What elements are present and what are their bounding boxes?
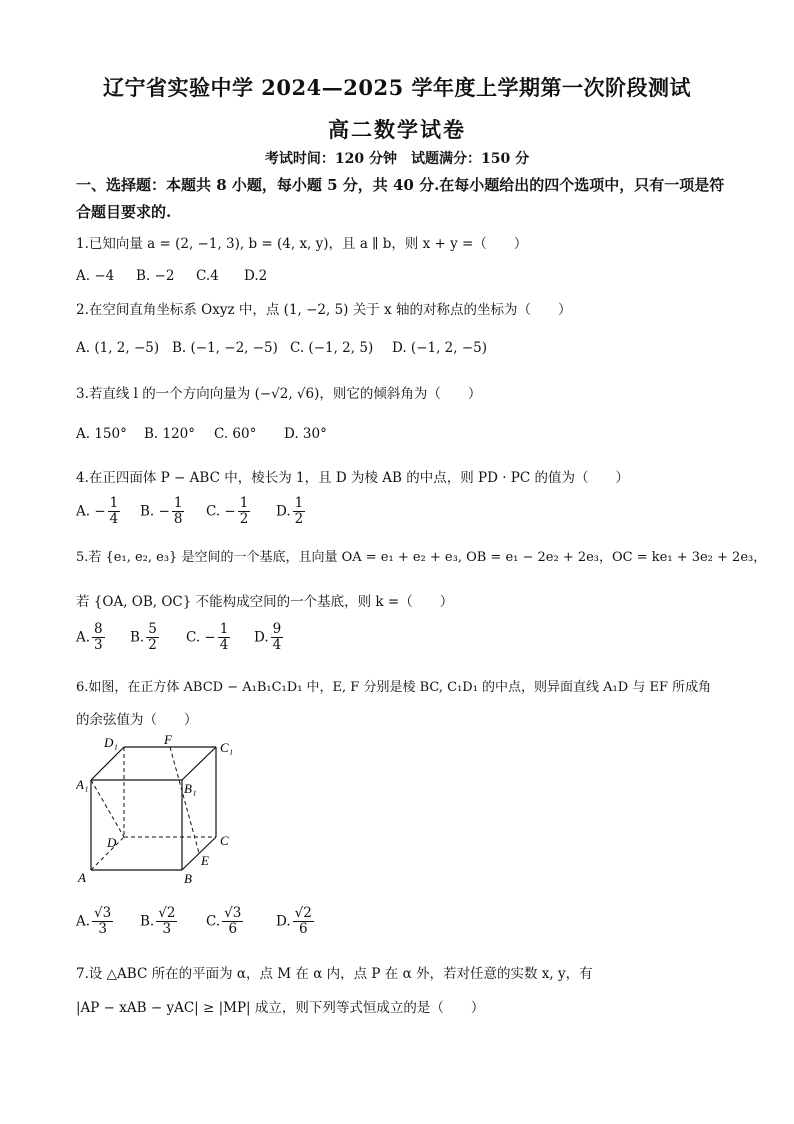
q5-option-d <box>254 622 285 653</box>
fraction-denominator: 3 <box>162 921 172 937</box>
q2-option-a: A. (1, 2, −5) <box>76 340 160 356</box>
fraction-numerator: √2 <box>294 905 312 921</box>
fraction-numerator: 1 <box>109 495 119 511</box>
label-a: A <box>78 870 86 885</box>
q6-option-b <box>140 906 179 937</box>
option-label: A. <box>76 629 91 646</box>
edge-bc <box>182 837 216 870</box>
label-c: C <box>220 833 229 848</box>
fraction-denominator: 2 <box>239 511 249 527</box>
question-4-stem: 4.在正四面体 P − ABC 中，棱长为 1，且 D 为棱 AB 的中点，则 PD · PC 的值为（ ） <box>76 470 630 486</box>
fraction-denominator: 2 <box>294 511 304 527</box>
option-label: A. <box>76 913 91 930</box>
edge-b1c1 <box>182 747 216 780</box>
q4-option-a <box>76 496 122 527</box>
fraction-numerator: 1 <box>294 495 304 511</box>
label-c1: C₁ <box>220 740 234 755</box>
fraction-numerator: √2 <box>158 905 176 921</box>
label-e: E <box>201 853 209 868</box>
cube-figure <box>76 735 246 885</box>
option-label: D. <box>276 503 291 520</box>
label-a1: A₁ <box>76 777 89 792</box>
question-7-stem-line1: 7.设 △ABC 所在的平面为 α，点 M 在 α 内，点 P 在 α 外，若对任意的实数 x, y，有 <box>76 966 593 982</box>
fraction <box>218 622 231 653</box>
q1-option-a: A. −4 <box>76 268 115 284</box>
question-5-stem-line2: 若 {OA, OB, OC} 不能构成空间的一个基底，则 k =（ ） <box>76 594 454 610</box>
fraction-denominator: 8 <box>173 511 183 527</box>
label-f: F <box>164 735 172 747</box>
fraction <box>172 496 185 527</box>
fraction <box>146 622 159 653</box>
label-d1: D₁ <box>104 735 118 750</box>
fraction-denominator: 3 <box>94 637 103 653</box>
question-2-stem: 2.在空间直角坐标系 Oxyz 中，点 (1, −2, 5) 关于 x 轴的对称点的坐标为（ ） <box>76 302 572 318</box>
option-label: C. − <box>186 629 216 646</box>
option-label: C. − <box>206 503 236 520</box>
option-label: A. − <box>76 503 106 520</box>
q5-option-a <box>76 622 107 653</box>
question-5-stem-line1: 5.若 {e₁, e₂, e₃} 是空间的一个基底，且向量 OA = e₁ + e₂ + e₃, OB = e₁ − 2e₂ + 2e₃，OC = ke₁ + 3e₂ + 2e₃， <box>76 550 767 565</box>
fraction <box>293 496 306 527</box>
option-label: D. <box>276 913 291 930</box>
label-b: B <box>184 871 192 885</box>
q2-option-b: B. (−1, −2, −5) <box>172 340 278 356</box>
q3-option-b: B. 120° <box>144 426 196 442</box>
fraction <box>92 622 105 653</box>
exam-info: 考试时间：120 分钟 试题满分：150 分 <box>264 151 530 167</box>
option-label: B. − <box>140 503 170 520</box>
option-label: D. <box>254 629 269 646</box>
q2-option-c: C. (−1, 2, 5) <box>290 340 374 356</box>
option-label: B. <box>140 913 155 930</box>
q5-option-c <box>186 622 232 653</box>
fraction-denominator: 6 <box>228 921 238 937</box>
fraction-numerator: 1 <box>239 495 249 511</box>
q2-option-d: D. (−1, 2, −5) <box>392 340 488 356</box>
question-6-stem-line1: 6.如图，在正方体 ABCD − A₁B₁C₁D₁ 中，E, F 分别是棱 BC, C₁D₁ 的中点，则异面直线 A₁D 与 EF 所成角 <box>76 680 712 695</box>
fraction <box>92 906 113 937</box>
fraction <box>156 906 177 937</box>
label-b1: B₁ <box>184 781 197 796</box>
option-label: C. <box>206 913 221 930</box>
q3-option-c: C. 60° <box>214 426 257 442</box>
fraction <box>108 496 121 527</box>
q4-option-c <box>206 496 252 527</box>
fraction-denominator: 4 <box>272 637 282 653</box>
fraction-denominator: 3 <box>98 921 107 937</box>
fraction-numerator: 1 <box>173 495 183 511</box>
question-7-stem-line2: |AP − xAB − yAC| ≥ |MP| 成立，则下列等式恒成立的是（ ） <box>76 1000 485 1016</box>
q3-option-d: D. 30° <box>284 426 327 442</box>
q6-option-c <box>206 906 245 937</box>
fraction-denominator: 2 <box>148 637 157 653</box>
fraction-numerator: √3 <box>224 905 242 921</box>
fraction <box>271 622 284 653</box>
segment-a1d <box>91 780 124 837</box>
fraction <box>238 496 251 527</box>
q6-option-a <box>76 906 115 937</box>
fraction-denominator: 4 <box>109 511 119 527</box>
fraction-denominator: 4 <box>219 637 229 653</box>
exam-title: 辽宁省实验中学 2024—2025 学年度上学期第一次阶段测试 <box>102 75 691 100</box>
label-d: D <box>107 835 117 850</box>
fraction-numerator: 1 <box>219 621 229 637</box>
fraction <box>222 906 243 937</box>
fraction-denominator: 6 <box>298 921 308 937</box>
q6-option-d <box>276 906 316 937</box>
fraction-numerator: 8 <box>94 621 103 637</box>
q1-option-d: D.2 <box>244 268 268 284</box>
fraction-numerator: 5 <box>148 621 157 637</box>
q1-option-b: B. −2 <box>136 268 175 284</box>
section-heading: 一、选择题：本题共 8 小题，每小题 5 分，共 40 分.在每小题给出的四个选项中，只有一项是符合题目要求的. <box>76 176 725 221</box>
fraction-numerator: 9 <box>272 621 282 637</box>
q1-option-c: C.4 <box>196 268 219 284</box>
q4-option-b <box>140 496 186 527</box>
edge-a1d1 <box>91 747 124 780</box>
question-6-stem-line2: 的余弦值为（ ） <box>76 712 198 728</box>
fraction <box>293 906 314 937</box>
question-1-stem: 1.已知向量 a = (2, −1, 3), b = (4, x, y)，且 a ∥ b，则 x + y =（ ） <box>76 236 528 252</box>
fraction-numerator: √3 <box>94 905 112 921</box>
q5-option-b <box>130 622 161 653</box>
q4-option-d <box>276 496 307 527</box>
question-3-stem: 3.若直线 l 的一个方向向量为 (−√2, √6)，则它的倾斜角为（ ） <box>76 386 482 402</box>
option-label: B. <box>130 629 145 646</box>
exam-subtitle: 高二数学试卷 <box>328 117 466 142</box>
q3-option-a: A. 150° <box>76 426 127 442</box>
